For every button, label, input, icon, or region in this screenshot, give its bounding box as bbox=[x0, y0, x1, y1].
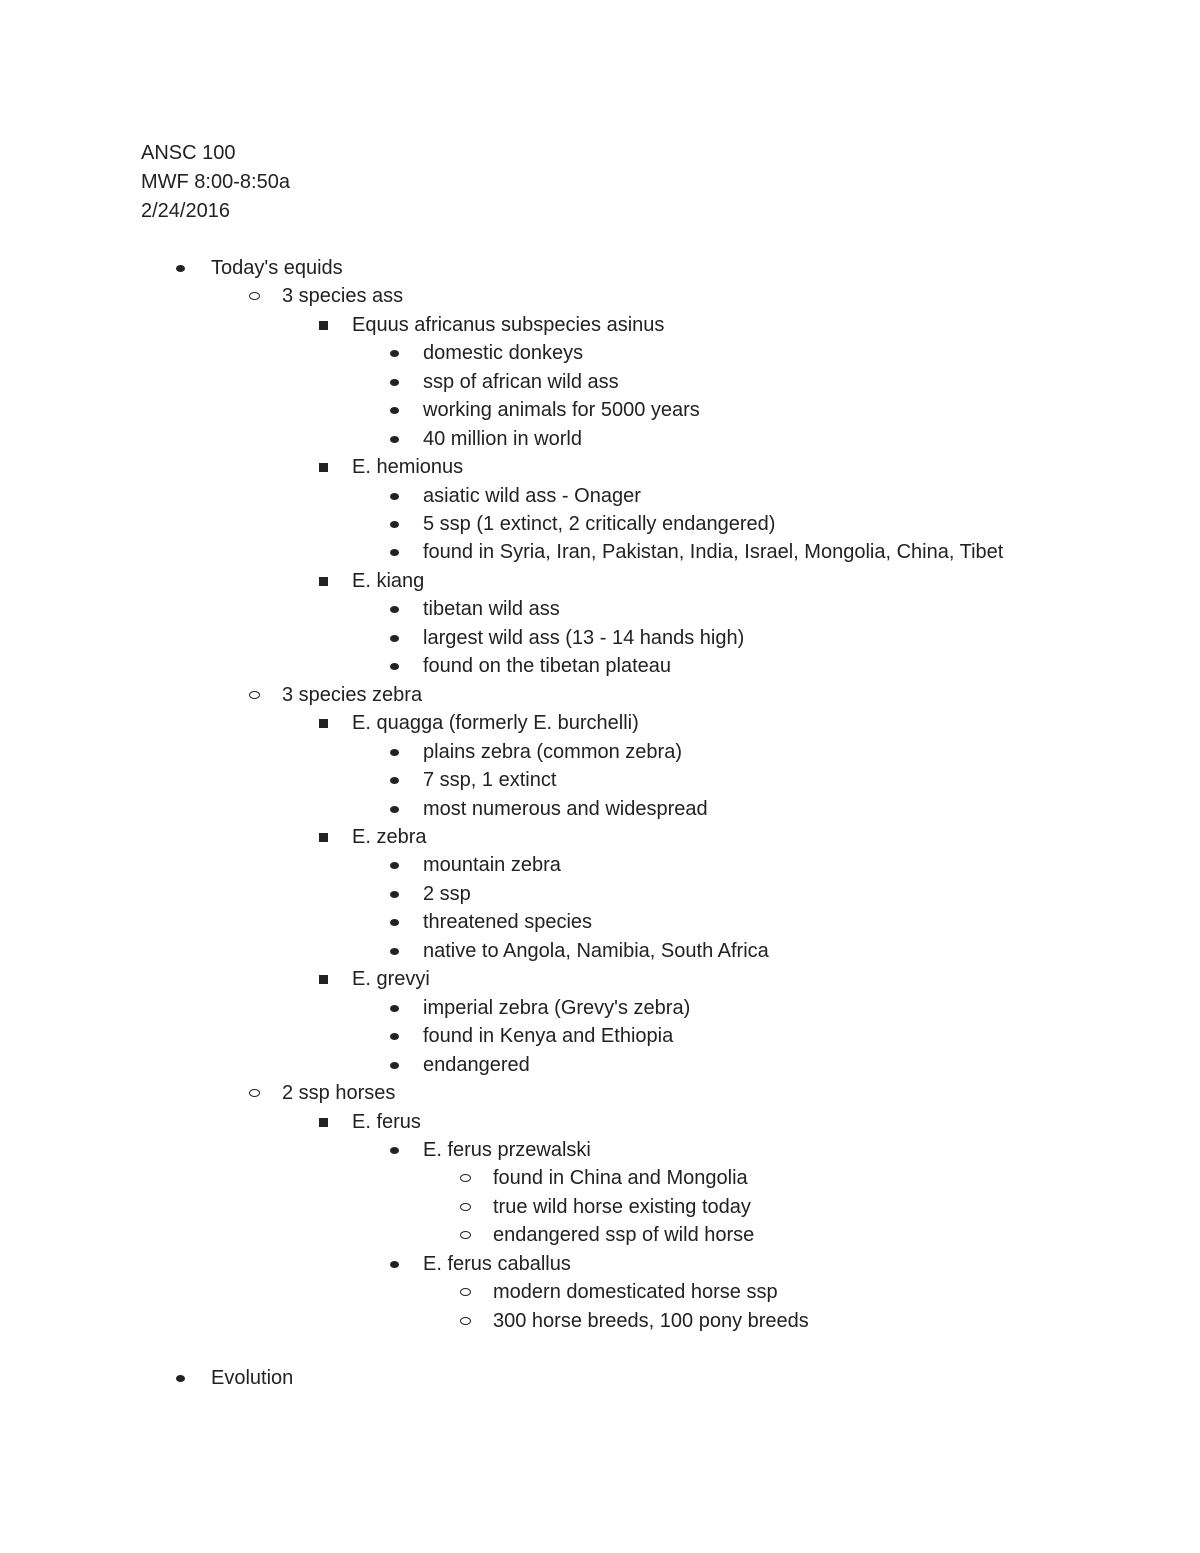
list-item-text: 2 ssp bbox=[423, 883, 471, 905]
list-item bbox=[0, 1250, 1200, 1278]
list-item-text: E. quagga (formerly E. burchelli) bbox=[352, 712, 639, 734]
list-item-text: E. ferus caballus bbox=[423, 1253, 571, 1275]
circle-bullet-icon bbox=[249, 691, 260, 699]
disc-bullet-icon bbox=[390, 493, 399, 500]
circle-bullet-icon bbox=[460, 1174, 471, 1182]
disc-bullet-icon bbox=[390, 436, 399, 443]
list-item bbox=[0, 937, 1200, 965]
list-item bbox=[0, 1221, 1200, 1249]
disc-bullet-icon bbox=[390, 606, 399, 613]
disc-bullet-icon bbox=[390, 777, 399, 784]
list-item-text: 300 horse breeds, 100 pony breeds bbox=[493, 1310, 809, 1332]
list-item-text: 3 species zebra bbox=[282, 684, 423, 706]
list-item-text: threatened species bbox=[423, 911, 593, 933]
list-item-text: true wild horse existing today bbox=[493, 1196, 751, 1218]
list-item-text: Equus africanus subspecies asinus bbox=[352, 314, 665, 336]
list-item-text: modern domesticated horse ssp bbox=[493, 1281, 778, 1303]
disc-bullet-icon bbox=[390, 350, 399, 357]
list-item-text: 5 ssp (1 extinct, 2 critically endangered) bbox=[423, 513, 776, 535]
list-item-text: imperial zebra (Grevy's zebra) bbox=[423, 997, 691, 1019]
list-item-text: most numerous and widespread bbox=[423, 798, 708, 820]
list-item-text: found on the tibetan plateau bbox=[423, 655, 671, 677]
disc-bullet-icon bbox=[390, 1147, 399, 1154]
list-item bbox=[0, 595, 1200, 623]
disc-bullet-icon bbox=[390, 919, 399, 926]
list-item-text: found in China and Mongolia bbox=[493, 1167, 748, 1189]
disc-bullet-icon bbox=[390, 635, 399, 642]
list-item-text: found in Syria, Iran, Pakistan, India, Israel, Mongolia, China, Tibet bbox=[423, 541, 1004, 563]
list-item bbox=[0, 339, 1200, 367]
list-item bbox=[0, 823, 1200, 851]
list-item-text: working animals for 5000 years bbox=[423, 399, 700, 421]
list-item bbox=[0, 709, 1200, 737]
list-item-text: tibetan wild ass bbox=[423, 598, 560, 620]
list-item bbox=[0, 795, 1200, 823]
square-bullet-icon bbox=[319, 321, 328, 330]
list-item-text: E. ferus przewalski bbox=[423, 1139, 591, 1161]
list-item bbox=[0, 766, 1200, 794]
course-title: ANSC 100 bbox=[141, 142, 236, 164]
list-item bbox=[0, 510, 1200, 538]
list-item-text: 2 ssp horses bbox=[282, 1082, 396, 1104]
list-item-text: largest wild ass (13 - 14 hands high) bbox=[423, 627, 745, 649]
list-item-text: ssp of african wild ass bbox=[423, 371, 619, 393]
circle-bullet-icon bbox=[460, 1288, 471, 1296]
list-item bbox=[0, 311, 1200, 339]
list-item bbox=[0, 1108, 1200, 1136]
list-item-text: plains zebra (common zebra) bbox=[423, 741, 682, 763]
disc-bullet-icon bbox=[390, 891, 399, 898]
list-item bbox=[0, 1164, 1200, 1192]
circle-bullet-icon bbox=[249, 1089, 260, 1097]
list-item bbox=[0, 254, 1200, 282]
list-item bbox=[0, 624, 1200, 652]
list-item-text: E. kiang bbox=[352, 570, 425, 592]
square-bullet-icon bbox=[319, 975, 328, 984]
list-item bbox=[0, 282, 1200, 310]
disc-bullet-icon bbox=[390, 663, 399, 670]
list-item-text: domestic donkeys bbox=[423, 342, 584, 364]
disc-bullet-icon bbox=[390, 407, 399, 414]
list-item bbox=[0, 965, 1200, 993]
circle-bullet-icon bbox=[460, 1203, 471, 1211]
list-item bbox=[0, 1079, 1200, 1107]
list-item bbox=[0, 538, 1200, 566]
list-item bbox=[0, 652, 1200, 680]
disc-bullet-icon bbox=[390, 1062, 399, 1069]
list-item bbox=[0, 1307, 1200, 1335]
list-item bbox=[0, 880, 1200, 908]
list-item-text: 40 million in world bbox=[423, 428, 582, 450]
list-item-text: endangered bbox=[423, 1054, 530, 1076]
list-item bbox=[0, 1364, 1200, 1392]
list-item bbox=[0, 1278, 1200, 1306]
square-bullet-icon bbox=[319, 719, 328, 728]
list-item bbox=[0, 681, 1200, 709]
list-item-text: mountain zebra bbox=[423, 854, 561, 876]
list-item-text: found in Kenya and Ethiopia bbox=[423, 1025, 674, 1047]
list-item bbox=[0, 482, 1200, 510]
disc-bullet-icon bbox=[390, 806, 399, 813]
list-item-text: E. grevyi bbox=[352, 968, 430, 990]
square-bullet-icon bbox=[319, 463, 328, 472]
list-item bbox=[0, 1136, 1200, 1164]
disc-bullet-icon bbox=[176, 265, 185, 272]
class-schedule: MWF 8:00-8:50a bbox=[141, 171, 290, 193]
list-item-text: endangered ssp of wild horse bbox=[493, 1224, 755, 1246]
square-bullet-icon bbox=[319, 1118, 328, 1127]
list-item-text: E. ferus bbox=[352, 1111, 421, 1133]
list-item-text: asiatic wild ass - Onager bbox=[423, 485, 641, 507]
list-item-text: 7 ssp, 1 extinct bbox=[423, 769, 557, 791]
list-item bbox=[0, 1193, 1200, 1221]
circle-bullet-icon bbox=[460, 1231, 471, 1239]
disc-bullet-icon bbox=[390, 1033, 399, 1040]
disc-bullet-icon bbox=[390, 1005, 399, 1012]
square-bullet-icon bbox=[319, 833, 328, 842]
list-item-text: E. zebra bbox=[352, 826, 427, 848]
list-item bbox=[0, 453, 1200, 481]
disc-bullet-icon bbox=[176, 1375, 185, 1382]
list-item-text: E. hemionus bbox=[352, 456, 464, 478]
circle-bullet-icon bbox=[249, 292, 260, 300]
disc-bullet-icon bbox=[390, 521, 399, 528]
list-item bbox=[0, 1051, 1200, 1079]
disc-bullet-icon bbox=[390, 948, 399, 955]
square-bullet-icon bbox=[319, 577, 328, 586]
list-item bbox=[0, 851, 1200, 879]
disc-bullet-icon bbox=[390, 379, 399, 386]
lecture-date: 2/24/2016 bbox=[141, 200, 230, 222]
disc-bullet-icon bbox=[390, 549, 399, 556]
list-item-text: 3 species ass bbox=[282, 285, 404, 307]
list-item-text: native to Angola, Namibia, South Africa bbox=[423, 940, 769, 962]
disc-bullet-icon bbox=[390, 749, 399, 756]
circle-bullet-icon bbox=[460, 1317, 471, 1325]
list-item-text: Today's equids bbox=[211, 257, 343, 279]
disc-bullet-icon bbox=[390, 1261, 399, 1268]
list-item bbox=[0, 425, 1200, 453]
disc-bullet-icon bbox=[390, 862, 399, 869]
list-item bbox=[0, 368, 1200, 396]
list-item-text: Evolution bbox=[211, 1367, 294, 1389]
list-item bbox=[0, 567, 1200, 595]
list-item bbox=[0, 396, 1200, 424]
list-item bbox=[0, 738, 1200, 766]
list-item bbox=[0, 994, 1200, 1022]
list-item bbox=[0, 1022, 1200, 1050]
list-item bbox=[0, 908, 1200, 936]
